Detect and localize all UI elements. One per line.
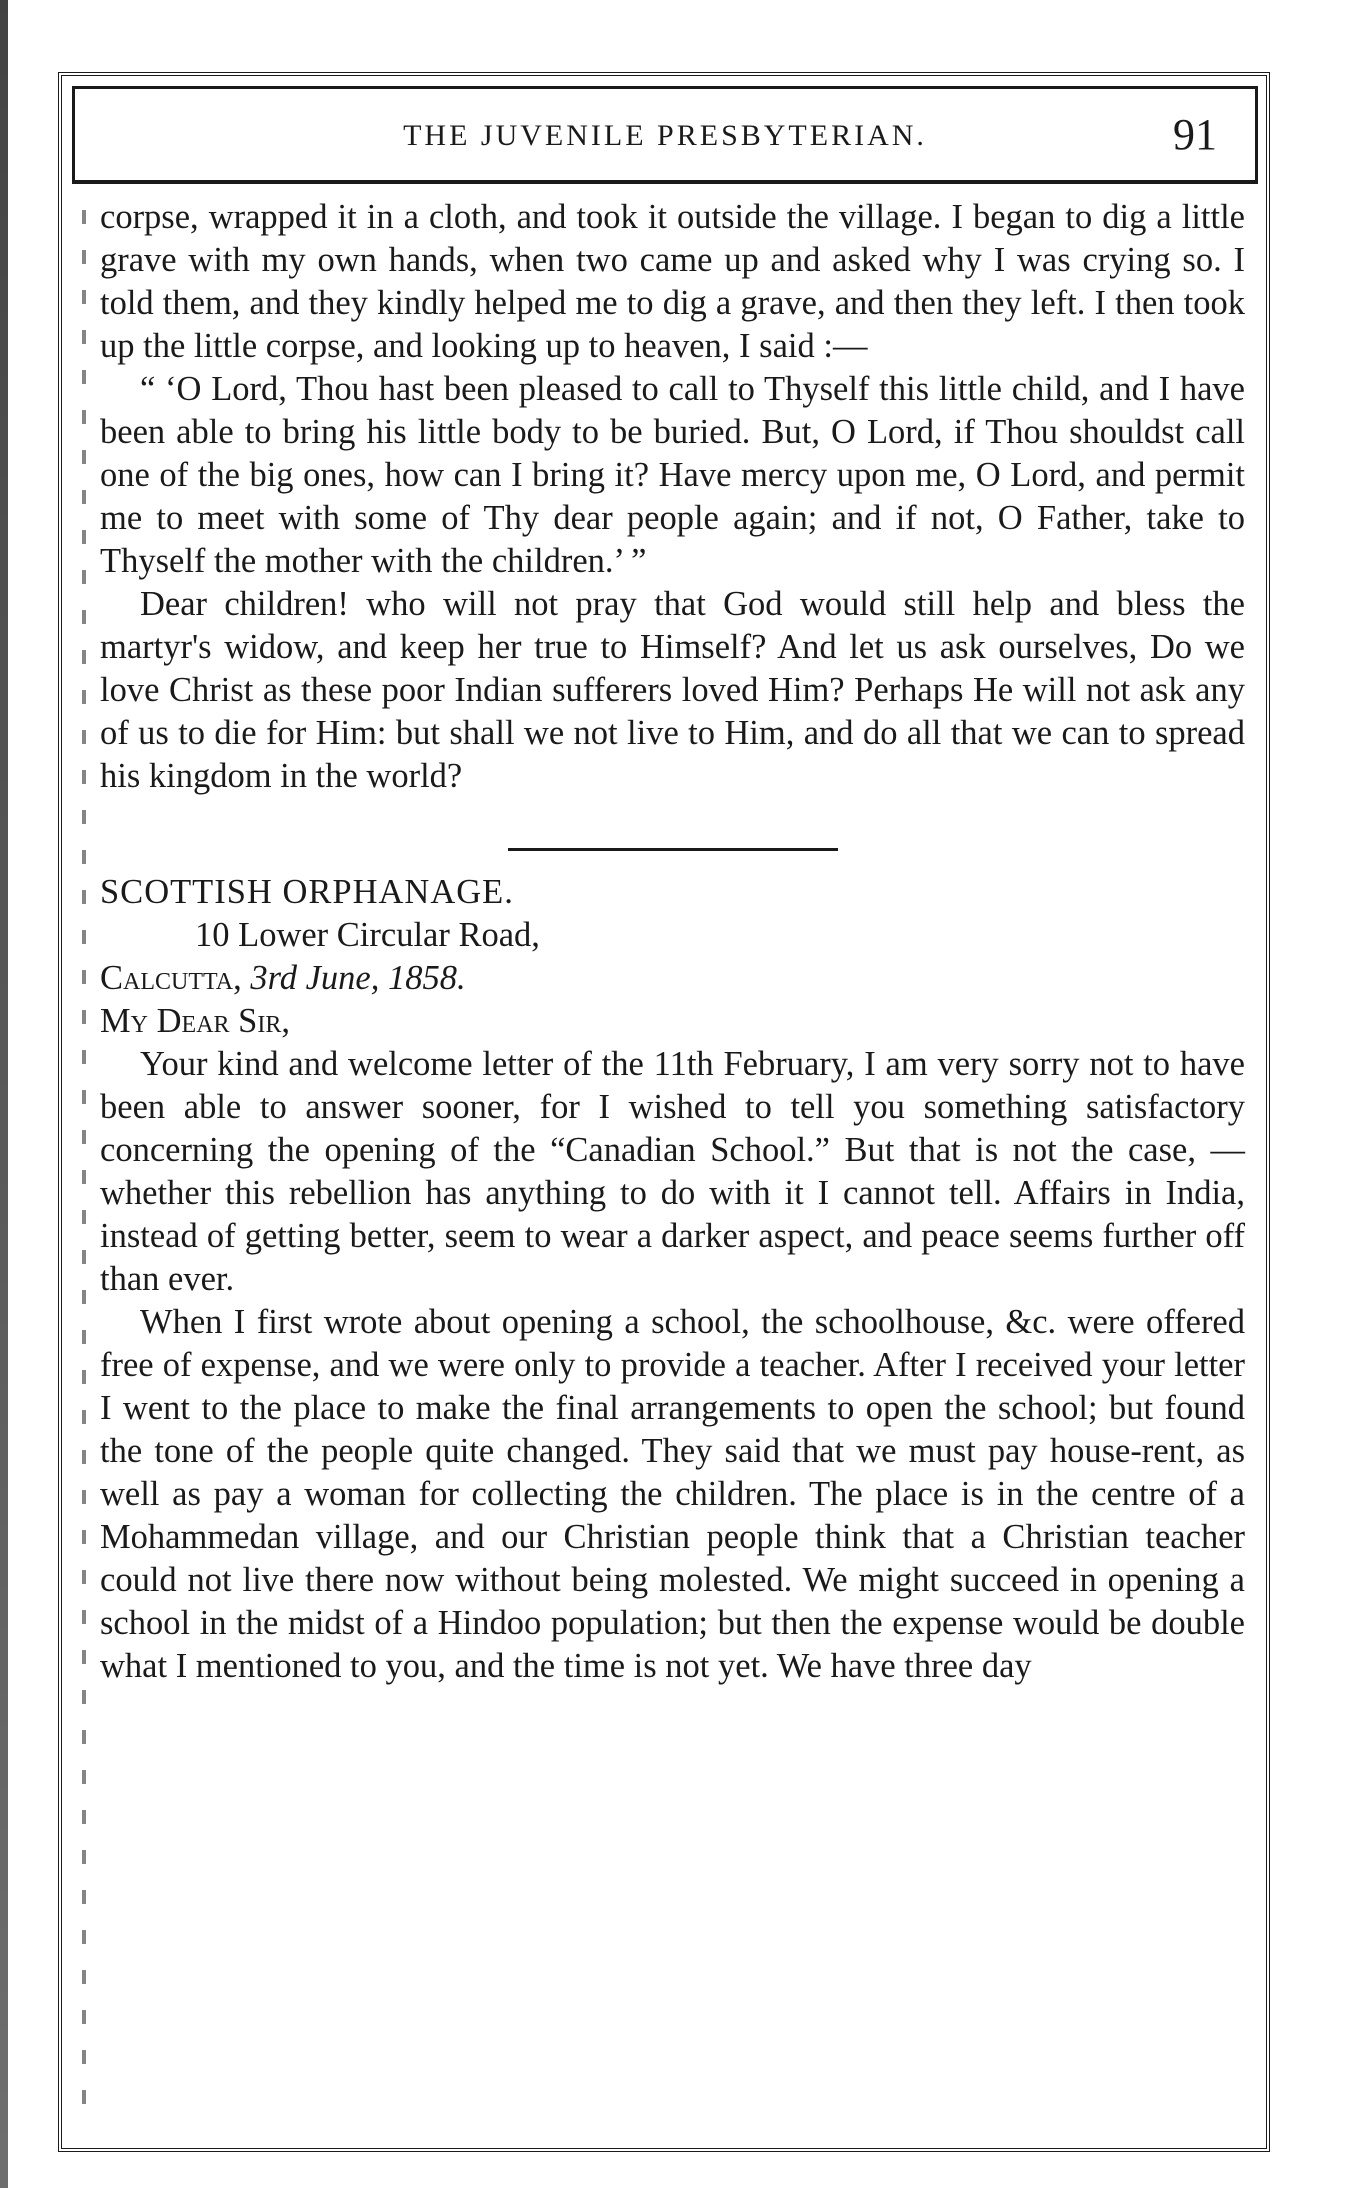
- section-title: SCOTTISH ORPHANAGE.: [100, 873, 514, 911]
- paragraph: Dear children! who will not pray that God would still help and bless the martyr's widow, and keep her true to Himself? And let us ask ourselves, Do we love Christ as these poor Indian sufferers loved Him? Perhaps He will not ask any of us to die for Him: but shall we not live to Him, and do all that we can to spread his kingdom in the world?: [100, 585, 1245, 795]
- page-number: 91: [1173, 110, 1217, 159]
- paragraph: “ ‘O Lord, Thou hast been pleased to call to Thyself this little child, and I have been able to bring his little body to be buried. But, O Lord, if Thou shouldst call one of the big ones, how can I bring it? Have mercy upon me, O Lord, and permit me to meet with some of Thy dear people again; and if not, O Father, take to Thyself the mother with the children.’ ”: [100, 370, 1245, 580]
- scan-edge: [0, 0, 8, 2188]
- paragraph: Your kind and welcome letter of the 11th February, I am very sorry not to have been able to answer sooner, for I wished to tell you something satisfactory concerning the opening of the “Canadian School.” But that is not the case, —whether this rebellion has anything to do with it I cannot tell. Affairs in India, instead of getting better, seem to wear a darker aspect, and peace seems further off than ever.: [100, 1045, 1245, 1298]
- section-divider: [508, 848, 838, 851]
- letter-salutation: My Dear Sir,: [100, 1002, 290, 1040]
- margin-marks: [82, 210, 86, 2110]
- date-text: 3rd June, 1858.: [250, 959, 466, 997]
- paragraph: When I first wrote about opening a school, the schoolhouse, &c. were offered free of expense, and we were only to provide a teacher. After I received your letter I went to the place to make the final arrangements to open the school; but found the tone of the people quite changed. They said that we must pay house-rent, as well as pay a woman for collecting the children. The place is in the centre of a Mohammedan village, and our Christian people think that a Christian teacher could not live there now without being molested. We might succeed in opening a school in the midst of a Hindoo population; but then the expense would be double what I mentioned to you, and the time is not yet. We have three day: [100, 1303, 1245, 1685]
- letter-address: 10 Lower Circular Road,: [195, 916, 540, 954]
- running-head: THE JUVENILE PRESBYTERIAN.: [403, 119, 927, 152]
- date-place: Calcutta,: [100, 959, 242, 997]
- page-content: [100, 196, 1245, 1688]
- letter-date: [100, 957, 1245, 1000]
- page-header: [72, 86, 1258, 184]
- paragraph: corpse, wrapped it in a cloth, and took it outside the village. I began to dig a little grave with my own hands, when two came up and asked why I was crying so. I told them, and they kindly helped me to dig a grave, and then they left. I then took up the little corpse, and looking up to heaven, I said :—: [100, 198, 1245, 365]
